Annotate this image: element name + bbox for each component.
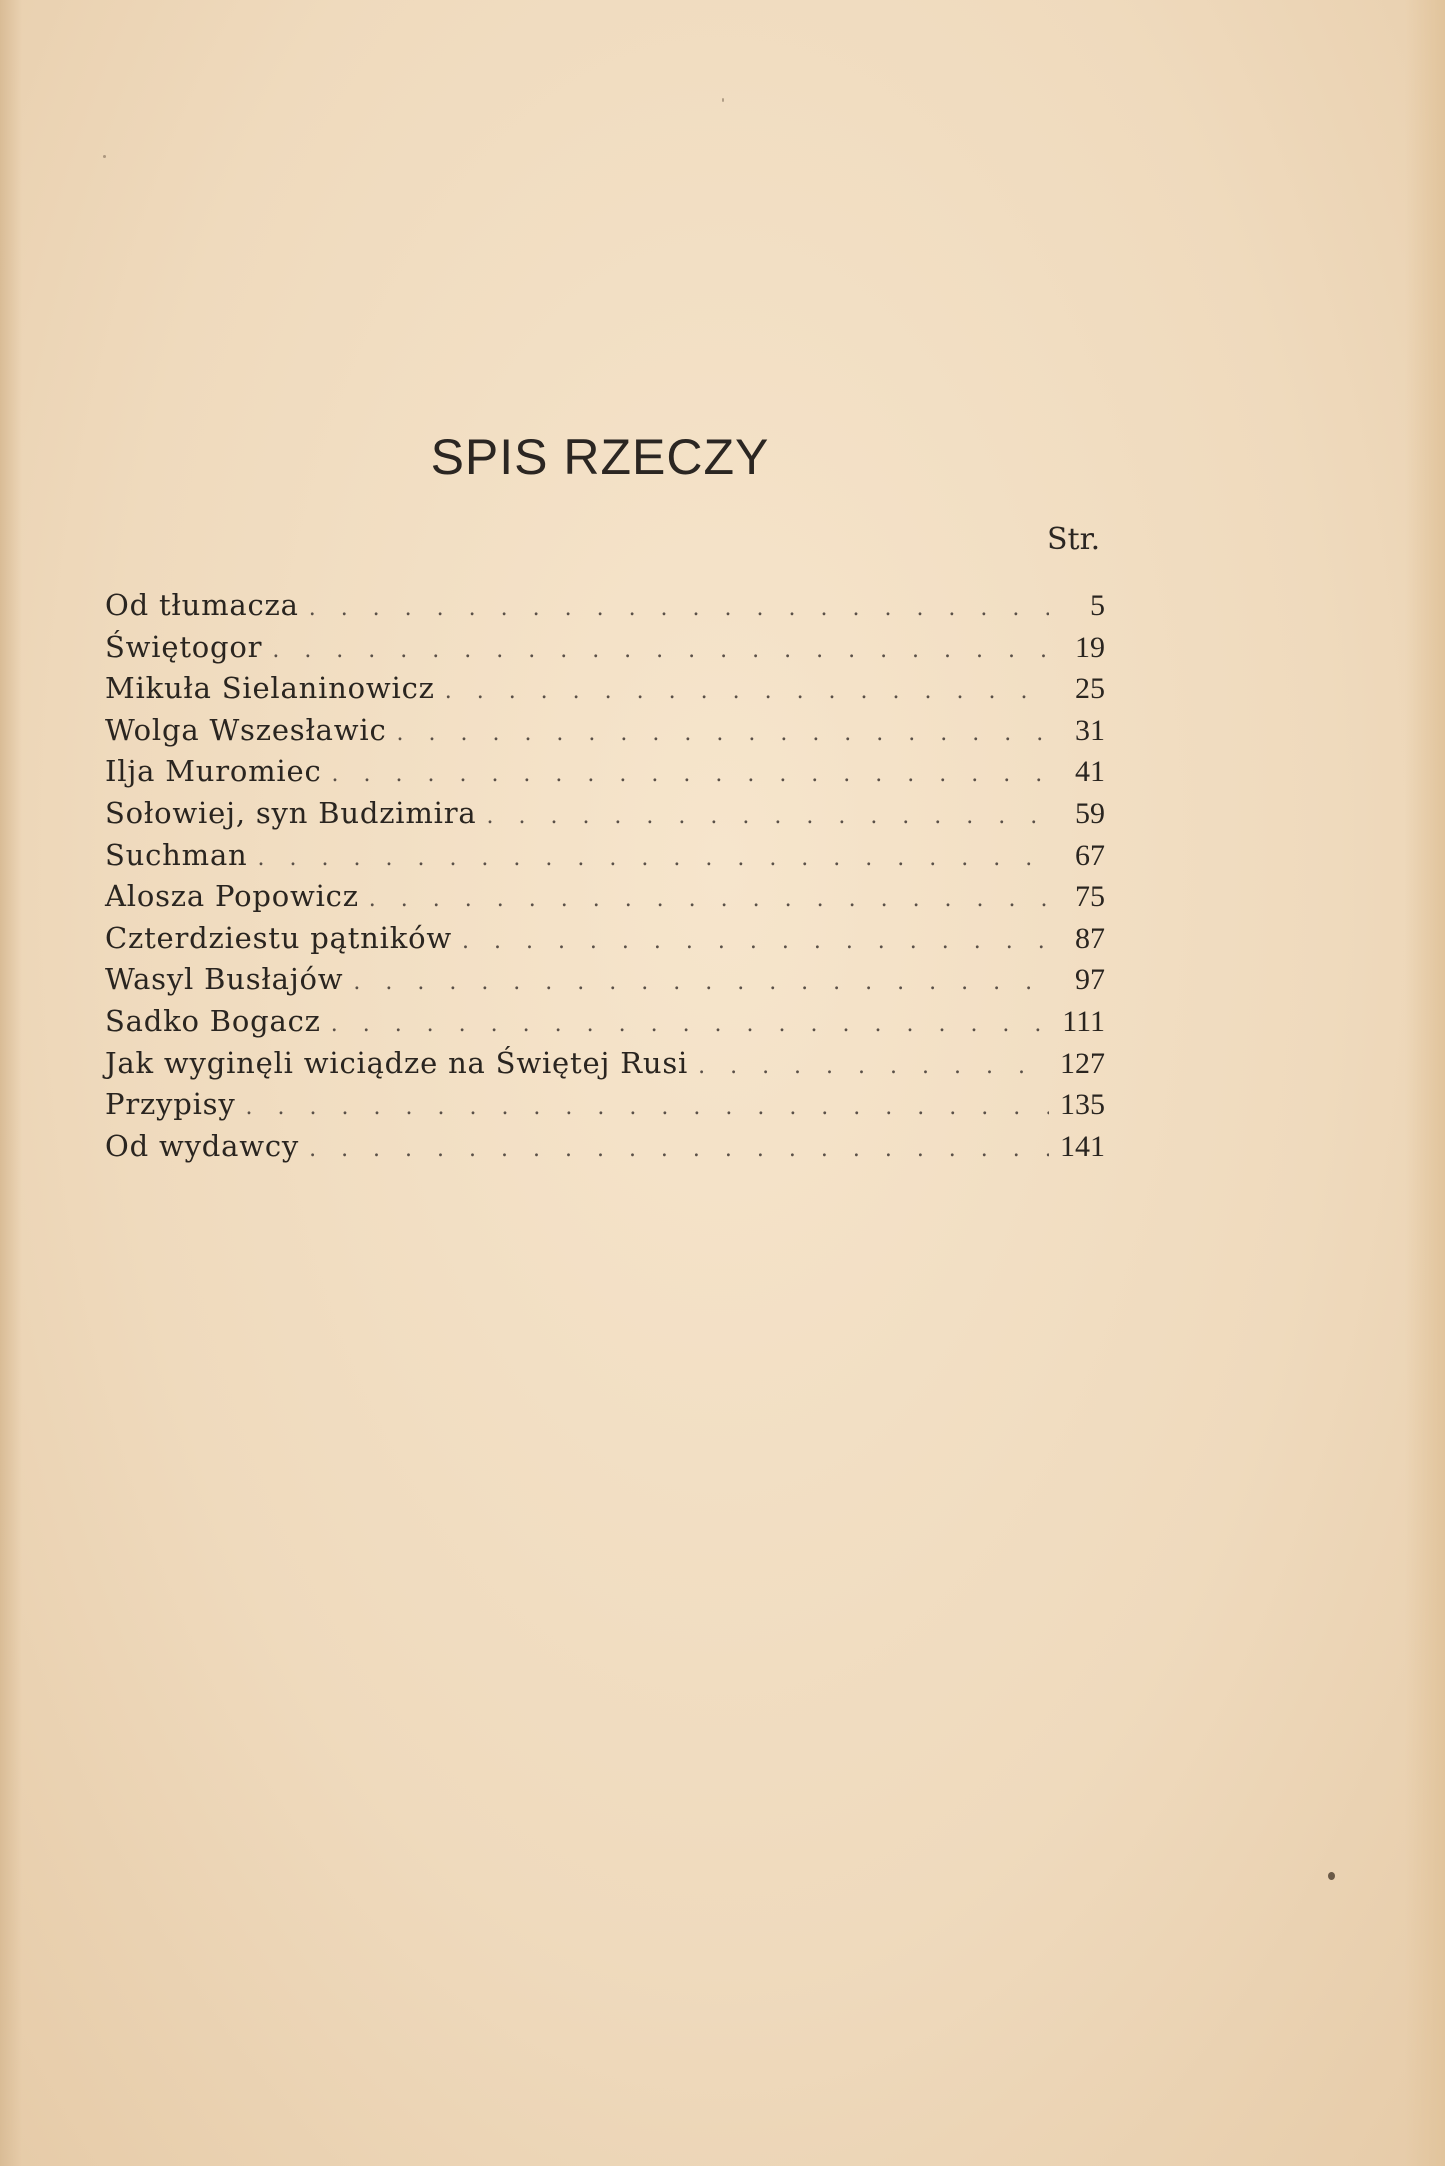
toc-entry-page: 111 [1062, 1004, 1105, 1038]
dot-leader [331, 1004, 1049, 1046]
toc-entry-title: Od tłumacza [105, 588, 299, 622]
toc-entry [105, 959, 1105, 1001]
paper-speck [722, 98, 724, 102]
page-column-label: Str. [1047, 522, 1101, 557]
toc-entry [105, 1084, 1105, 1126]
dot-leader [445, 671, 1049, 713]
toc-entry [105, 627, 1105, 669]
faint-pencil-mark: ​ [208, 325, 212, 360]
toc-entry-page: 141 [1060, 1129, 1105, 1163]
toc-entry-title: Ilja Muromiec [105, 754, 322, 789]
paper-speck [103, 155, 106, 158]
dot-leader [397, 713, 1050, 755]
toc-entry-page: 67 [1075, 838, 1105, 872]
toc-entry-title: Mikuła Sielaninowicz [105, 671, 435, 706]
toc-entry [105, 1001, 1105, 1043]
dot-leader [258, 838, 1049, 880]
dot-leader [462, 921, 1049, 963]
toc-entry-page: 127 [1060, 1046, 1105, 1080]
dot-leader [309, 588, 1049, 630]
toc-entry-title: Alosza Popowicz [105, 879, 359, 914]
dot-leader [309, 1129, 1049, 1171]
toc-entry-title: Jak wyginęli wiciądze na Świętej Rusi [105, 1045, 689, 1080]
toc-entry [105, 835, 1105, 877]
toc-entry [105, 876, 1105, 918]
toc-entry-page: 31 [1075, 713, 1105, 747]
dot-leader [246, 1087, 1049, 1129]
toc-entry-page: 19 [1075, 630, 1105, 664]
toc-entry [105, 793, 1105, 835]
table-of-contents [105, 585, 1105, 1167]
dot-leader [332, 754, 1049, 796]
toc-entry-title: Suchman [105, 837, 248, 872]
dot-leader [486, 796, 1049, 838]
toc-entry-page: 41 [1075, 755, 1105, 789]
toc-entry [105, 668, 1105, 710]
toc-entry-page: 59 [1075, 796, 1105, 830]
toc-entry [105, 1126, 1105, 1168]
dot-leader [353, 962, 1049, 1004]
toc-entry-title: Sadko Bogacz [105, 1003, 321, 1038]
toc-entry-title: Wolga Wszesławic [105, 712, 387, 747]
toc-entry [105, 1043, 1105, 1085]
toc-entry-title: Przypisy [105, 1087, 236, 1122]
toc-entry-page: 75 [1075, 880, 1105, 914]
toc-entry-title: Świętogor [105, 629, 263, 664]
page-title: SPIS RZECZY [430, 429, 770, 485]
toc-entry-title: Wasyl Busłajów [105, 962, 344, 997]
toc-entry [105, 710, 1105, 752]
toc-entry-title: Czterdziestu pątników [105, 920, 452, 955]
toc-entry-title: Od wydawcy [105, 1128, 300, 1163]
toc-entry [105, 585, 1105, 627]
dot-leader [698, 1046, 1049, 1088]
dot-leader [369, 879, 1049, 921]
toc-entry-page: 135 [1060, 1088, 1105, 1122]
toc-entry-title: Sołowiej, syn Budzimira [105, 795, 477, 830]
toc-entry-page: 97 [1075, 963, 1105, 997]
dot-leader [272, 630, 1049, 672]
toc-entry-page: 25 [1075, 672, 1105, 706]
toc-entry-page: 87 [1075, 921, 1105, 955]
toc-entry-page: 5 [1090, 589, 1105, 622]
paper-speck [1328, 1872, 1335, 1880]
toc-entry [105, 751, 1105, 793]
toc-entry [105, 918, 1105, 960]
